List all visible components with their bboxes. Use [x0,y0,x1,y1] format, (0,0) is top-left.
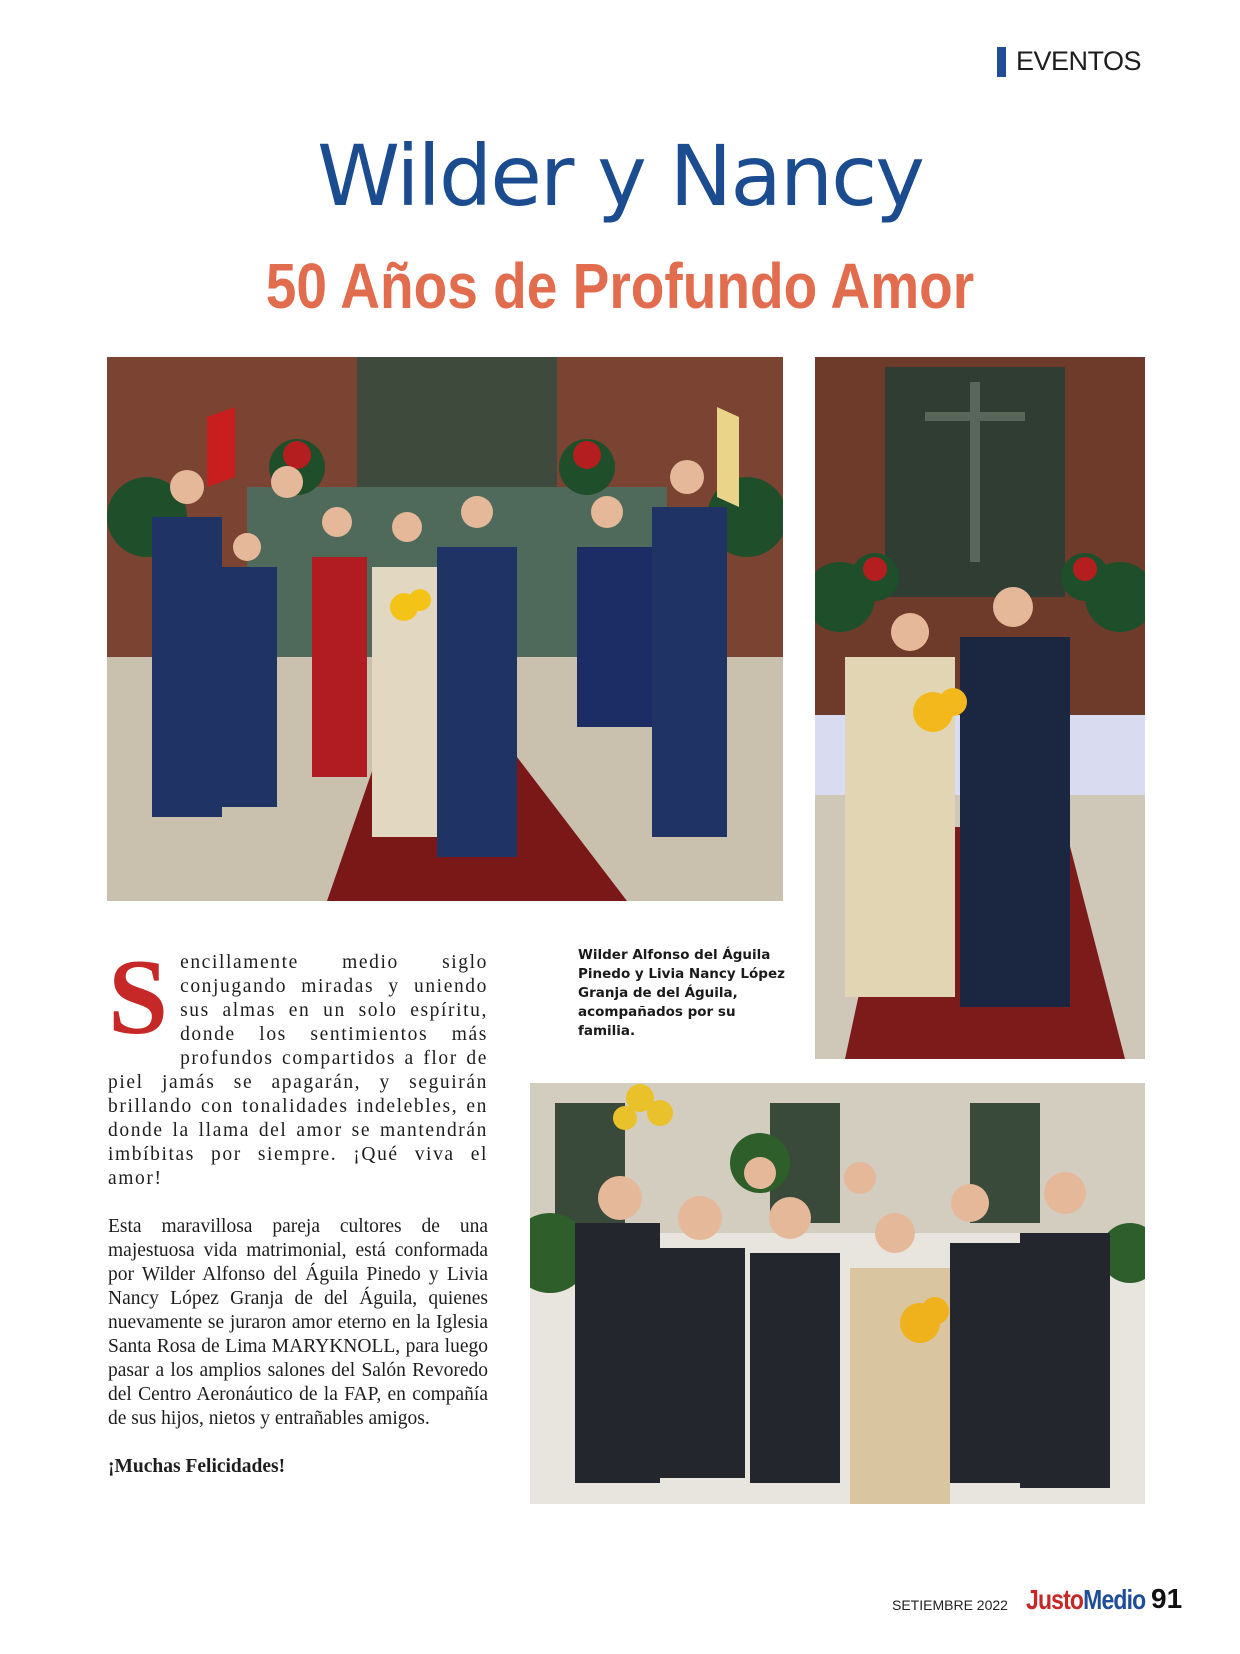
photo-caption: Wilder Alfonso del Águila Pinedo y Livia Nancy López Granja de del Águila, acompañados por su familia. [578,947,785,1039]
article-paragraph-1: encillamente medio siglo conjugando miradas y uniendo sus almas en un solo espíritu, donde los sentimientos más profundos compartidos a flor de piel jamás se apagarán, y seguirán brillando con tonalidades indelebles, en donde la llama del amor se mantendrán imbíbitas por siempre. ¡Qué viva el amor! [108,952,488,1189]
magazine-logo [1026,1584,1145,1616]
page-subtitle: 50 Años de Profundo Amor [265,250,975,322]
page-title: Wilder y Nancy [317,127,923,225]
article-body [108,938,488,1503]
brand-word-justo: Justo [1026,1584,1084,1615]
article-closing: ¡Muchas Felicidades! [108,1456,286,1477]
section-marker-bar [997,47,1006,77]
friends-group-photo [530,1083,1145,1504]
section-label: EVENTOS [1016,46,1142,76]
article-paragraph-2: Esta maravillosa pareja cultores de una majestuosa vida matrimonial, está conformada por Wilder Alfonso del Águila Pinedo y Livia Nancy López Granja de del Águila, quienes nuevamente se juraron amor eterno en la Iglesia Santa Rosa de Lima MARYKNOLL, para luego pasar a los amplios salones del Salón Revoredo del Centro Aeronáutico de la FAP, en compañía de sus hijos, nietos y entrañables amigos. [108,1216,488,1429]
brand-word-medio: Medio [1083,1584,1146,1615]
family-photo [107,357,783,901]
drop-cap: S [108,938,169,1057]
page-number: 91 [1151,1583,1183,1614]
issue-date: SETIEMBRE 2022 [892,1597,1008,1613]
couple-altar-photo [815,357,1145,1059]
section-tag [997,46,1141,77]
